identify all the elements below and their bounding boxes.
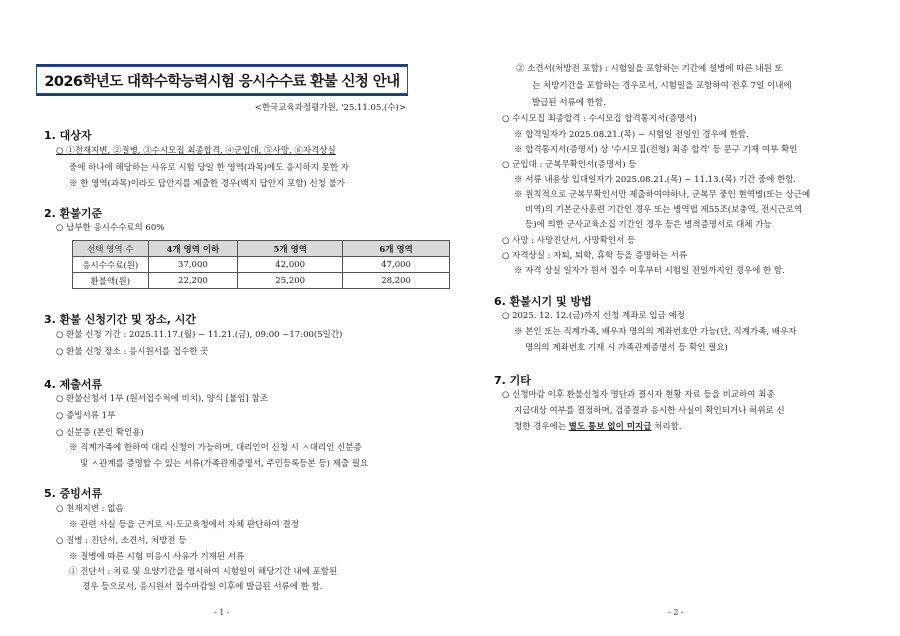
s7-line-1: ○ 신청마감 이후 환불신청자 명단과 결시자 현황 자료 등을 비교하여 최종 (502, 390, 775, 400)
s7-line-3a: 청한 경우에는 (514, 422, 569, 432)
s5-note-2: ※ 질병에 따른 시험 미응시 사유가 기재된 서류 (69, 552, 245, 562)
section-6-title: 6. 환불시기 및 방법 (494, 295, 592, 308)
table-header: 선택 영역 수 (73, 241, 149, 257)
s6-note-1-cont: 명의의 계좌번호 기재 시 가족관계증명서 등 확인 필요) (525, 343, 728, 353)
section-2-title: 2. 환불기준 (44, 207, 103, 220)
source-note: <한국교육과정평가원, '25.11.05.(수)> (254, 103, 406, 113)
s4-line-1: ○ 환불신청서 1부 (원서접수처에 비치), 양식 [붙임] 참조 (56, 394, 268, 404)
table-header: 6개 영역 (343, 241, 450, 257)
s4-line-3: ○ 신분증 (본인 확인용) (56, 428, 144, 438)
p2-line-3: 발급된 서류에 한함. (532, 98, 606, 108)
s5-note-1: ※ 관련 사실 등을 근거로 시·도교육청에서 자체 판단하여 결정 (69, 520, 299, 530)
section-3-title: 3. 환불 신청기간 및 장소, 시간 (44, 313, 197, 326)
section-1-title: 1. 대상자 (44, 129, 92, 142)
s3-line-2: ○ 환불 신청 장소 : 응시원서를 접수한 곳 (56, 347, 209, 357)
table-header-row (73, 241, 450, 257)
table-cell: 응시수수료(원) (73, 257, 149, 273)
s2-line-1: ○ 납부한 응시수수료의 60% (56, 223, 165, 233)
table-row (73, 257, 450, 273)
p2-line-2: 는 처방기간을 포함하는 경우로서, 시험일을 포함하여 전후 7일 이내에 (532, 81, 792, 91)
s5-line-1: ○ 천재지변 : 없음 (56, 504, 124, 514)
document-title: 2026학년도 대학수학능력시험 응시수수료 환불 신청 안내 (36, 64, 408, 96)
p2-line-4: ○ 수시모집 최종합격 : 수시모집 합격통지서(증명서) (502, 114, 697, 124)
s4-note-2: 및 ㅅ관계를 증명할 수 있는 서류(가족관계증명서, 주민등록등본 등) 제출 필요 (80, 459, 369, 469)
p2-note-3: ※ 서류 내용상 입대일자가 2025.08.21.(목) ~ 11.13.(목) 기간 중에 한함. (514, 175, 797, 185)
table-cell: 42,000 (238, 257, 343, 273)
s7-line-2: 지급대상 여부를 결정하며, 검증결과 응시한 사실이 확인되거나 허위로 신 (514, 406, 785, 416)
section-5-title: 5. 증빙서류 (44, 487, 103, 500)
table-header: 4개 영역 이하 (148, 241, 238, 257)
section-7-title: 7. 기타 (494, 374, 531, 387)
s6-note-1: ※ 본인 또는 직계가족, 배우자 명의의 계좌번호만 가능(단, 직계가족, 배우자 (514, 327, 797, 337)
s5-item-1-cont: 경우 등으로서, 응시원서 접수마감일 이후에 발급된 서류에 한 함. (82, 582, 323, 592)
p2-note-4-cont-2: 등)에 의한 군사교육소집 기간인 경우 등은 병적증명서로 대체 가능 (525, 220, 772, 230)
table-cell: 37,000 (148, 257, 238, 273)
table-cell: 25,200 (238, 273, 343, 289)
table-cell: 28,200 (343, 273, 450, 289)
page-number: - 1 - (214, 608, 230, 617)
p2-line-13: ○ 자격상실 : 자퇴, 퇴학, 휴학 등을 증명하는 서류 (502, 251, 688, 261)
s5-item-1: ① 진단서 : 치료 및 요양기간을 명시하여 시험일이 해당기간 내에 포함된 (69, 567, 338, 577)
page-2 (450, 0, 900, 636)
s4-note-1: ※ 직계가족에 한하여 대리 신청이 가능하며, 대리인이 신청 시 ㅅ대리인 신분증 (69, 443, 362, 453)
p2-line-7: ○ 군입대 : 군복무확인서(증명서) 등 (502, 160, 637, 170)
s5-line-2: ○ 질병 : 진단서, 소견서, 처방전 등 (56, 536, 187, 546)
table-row (73, 273, 450, 289)
table-cell: 22,200 (148, 273, 238, 289)
page-number: - 2 - (668, 608, 684, 617)
p2-note-2: ※ 합격통지서(증명서) 상 '수시모집(전형) 최종 합격' 등 문구 기재 여부 확인 (514, 145, 798, 155)
s1-line-1: ○ ①전재지변, ②질병, ③수시모집 최종합격, ④군입대, ⑤사망, ⑥자격상실 (56, 146, 336, 156)
p2-note-1: ※ 합격일자가 2025.08.21.(목) ~ 시험일 전일인 경우에 한함. (514, 130, 749, 140)
table-cell: 47,000 (343, 257, 450, 273)
s6-line-1: ○ 2025. 12. 12.(금)까지 신청 계좌로 입금 예정 (502, 311, 685, 321)
s4-line-2: ○ 증빙서류 1부 (56, 411, 116, 421)
s1-line-2: 중에 하나에 해당하는 사유로 시험 당일 한 영역(과목)에도 응시하지 못한 자 (69, 163, 349, 173)
s7-line-3 (514, 421, 682, 433)
s7-line-3c: 처리함. (651, 422, 682, 432)
s1-note: ※ 한 영역(과목)이라도 답안지를 제출한 경우(백지 답안지 포함) 신청 불가 (69, 179, 345, 189)
s3-line-1: ○ 환불 신청 기간 : 2025.11.17.(월) ~ 11.21.(금), 09:00 ~17:00(5일간) (56, 330, 343, 340)
p2-note-5: ※ 자격 상실 일자가 원서 접수 이후부터 시험일 전일까지인 경우에 한 함. (514, 266, 785, 276)
section-4-title: 4. 제출서류 (44, 378, 103, 391)
refund-table (72, 240, 450, 289)
no-notice-unpaid-emphasis: 별도 통보 없이 미지급 (568, 422, 652, 432)
p2-line-1: ② 소견서(처방전 포함) : 시험일을 포함하는 기간에 설병에 따른 내원 또 (516, 64, 783, 74)
table-header: 5개 영역 (238, 241, 343, 257)
p2-line-12: ○ 사망 : 사망진단서, 사망확인서 등 (502, 236, 636, 246)
p2-note-4: ※ 원칙적으로 군복무확인서만 제출하여야하나, 군복무 중인 현역병(또는 상근예 (514, 190, 811, 200)
p2-note-4-cont-1: 비역)의 기본군사훈련 기간인 경우 또는 병역법 제55조(보충역, 전시근로역 (525, 205, 803, 215)
table-cell: 환불액(원) (73, 273, 149, 289)
